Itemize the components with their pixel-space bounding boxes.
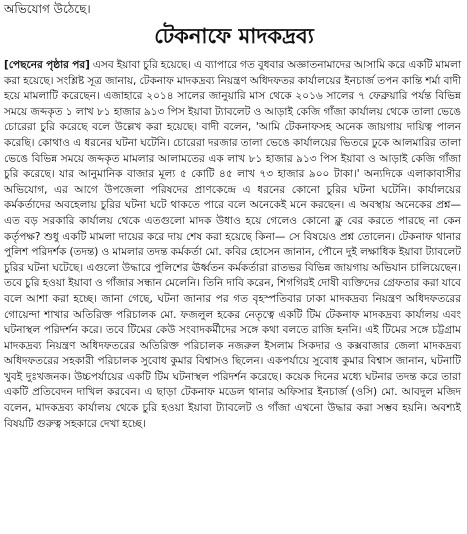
- article-headline: টেকনাফে মাদকদ্রব্য: [154, 24, 314, 48]
- article-paragraph: [4, 58, 461, 432]
- article-body-text: এসব ইয়াবা চুরি হয়েছে। এ ব্যাপারে গত বুধবার অজ্ঞাতনামাদের আসামি করে একটি মামলা করা হয়েছে। সংশ্লিষ্ট সূত্র জানায়, টেকনাফ মাদকদ্রব্য নিয়ন্ত্রণ অধিদফতর কার্যালয়ের ইনচার্জ তপন কান্তি শর্মা বাদী হয়ে মামলাটি করেছেন। এজাহারে ২০১৪ সালের জানুয়ারি মাস থেকে ২০১৬ সালের ৭ ফেব্রুয়ারি পর্যন্ত বিভিন্ন সময়ে জব্দকৃত ১ লাখ ৮১ হাজার ৯১৩ পিস ইয়াবা ট্যাবলেট ও আড়াই কেজি গাঁজা কার্যালয় থেকে তালা ভেঙে চোরেরা চুরি করেছে বলে উল্লেখ করা হয়েছে। বাদী বলেন, 'আমি টেকনাফসহ অনেক জায়গায় দায়িত্ব পালন করেছি। কোথাও এ ধরনের ঘটনা ঘটেনি। চোরেরা দরজার তালা ভেঙে কার্যালয়ের ভিতরে ঢুকে আলমারির তালা ভেঙে বিভিন্ন সময়ে জব্দকৃত মামলার আলামতের এক লাখ ৮১ হাজার ৯১৩ পিস ইয়াবা ও আড়াই কেজি গাঁজা চুরি করেছে। যার আনুমানিক বাজার মূল্য ৫ কোটি ৪৫ লাখ ৭৩ হাজার ৯০০ টাকা।' অন্যদিকে এলাকাবাসীর অভিযোগ, এর আগে উপজেলা পরিষদের প্রাণকেন্দ্রে এ ধরনের কোনো চুরির ঘটনা ঘটেনি। কার্যালয়ের কর্মকর্তাদের অবহেলায় চুরির ঘটনা ঘটে থাকতে পারে বলে অনেকেই মনে করছেন। এ অবস্থায় অনেকের প্রশ্ন— এত বড় সরকারি কার্যালয় থেকে এতগুলো মাদক উধাও হয়ে গেলেও কোনো ক্লু বের করতে পারছে না কেন কর্তৃপক্ষ? শুধু একটি মামলা দায়ের করে দায় শেষ করা হয়েছে কিনা— সে বিষয়েও প্রশ্ন তোলেন। টেকনাফ থানার পুলিশ পরিদর্শক (তদন্ত) ও মামলার তদন্ত কর্মকর্তা মো. কবির হোসেন জানান, পৌনে দুই লক্ষাধিক ইয়াবা ট্যাবলেট চুরির ঘটনা ঘটেছে। এগুলো উদ্ধারে পুলিশের ঊর্ধ্বতন কর্মকর্তারা রাতভর বিভিন্ন জায়গায় অভিযান চালিয়েছেন। তবে চুরি হওয়া ইয়াবা ও গাঁজার সন্ধান মেলেনি। তিনি দাবি করেন, শিগগিরই দোষী ব্যক্তিদের গ্রেফতার করা যাবে বলে আশা করা হচ্ছে। জানা গেছে, ঘটনা জানার পর গত বৃহস্পতিবার ঢাকা মাদকদ্রব্য নিয়ন্ত্রণ অধিদফতরের গোয়েন্দা শাখার অতিরিক্ত পরিচালক মো. ফজলুল হকের নেতৃত্বে একটি টিম টেকনাফ মাদকদ্রব্য কার্যালয় এবং ঘটনাস্থল পরিদর্শন করে। তবে টিমের কেউ সংবাদকর্মীদের সঙ্গে কথা বলতে রাজি হননি। এই টিমের সঙ্গে চট্টগ্রাম মাদকদ্রব্য নিয়ন্ত্রণ অধিদফতরের অতিরিক্ত পরিচালক নজরুল ইসলাম সিকদার ও কক্সবাজার জেলা মাদকদ্রব্য অধিদফতরের সহকারী পরিচালক সুবোধ কুমার বিশ্বাসও ছিলেন। একপর্যায়ে সুবোধ কুমার বিশ্বাস জানান, ঘটনাটি খুবই দুঃখজনক। উচ্চপর্যায়ের একটি টিম ঘটনাস্থল পরিদর্শন করেছে। কয়েক দিনের মধ্যে ঘটনার তদন্ত করে তারা একটি প্রতিবেদন দাখিল করবেন। এ ছাড়া টেকনাফ মডেল থানার অফিসার ইনচার্জ (ওসি) মো. আবদুল মজিদ বলেন, মাদকদ্রব্য কার্যালয় থেকে চুরি হওয়া ইয়াবা ট্যাবলেট ও গাঁজা এখনো উদ্ধার করা সম্ভব হয়নি। অবশ্যই বিষয়টি গুরুত্ব সহকারে দেখা হচ্ছে।: [4, 59, 461, 430]
- continuation-marker: [পেছনের পৃষ্ঠার পর]: [4, 59, 90, 71]
- article-body: [4, 58, 461, 432]
- previous-article-fragment: অভিযোগ উঠেছে।: [4, 2, 91, 16]
